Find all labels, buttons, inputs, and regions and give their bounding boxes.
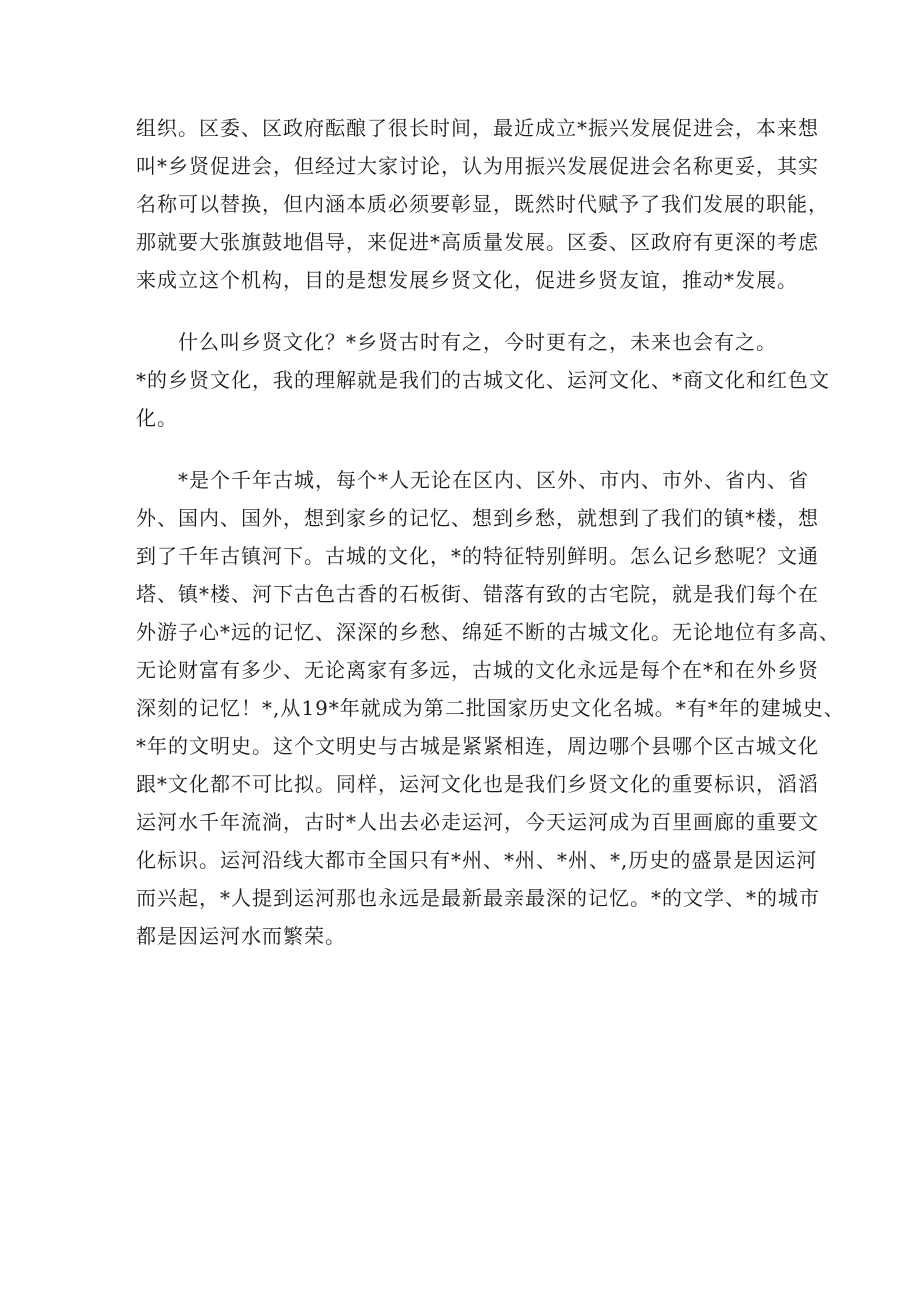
text-line: 无论财富有多少、无论离家有多远，古城的文化永远是每个在*和在外乡贤: [136, 658, 819, 682]
paragraph-spacer: [136, 437, 796, 461]
text-line: 来成立这个机构，目的是想发展乡贤文化，促进乡贤友谊，推动*发展。: [136, 268, 798, 292]
text-line: 什么叫乡贤文化？*乡贤古时有之，今时更有之，未来也会有之。: [136, 330, 777, 354]
text-line: 深刻的记忆！*,从19*年就成为第二批国家历史文化名城。*有*年的建城史、: [136, 696, 845, 720]
text-line: 名称可以替换，但内涵本质必须要彰显，既然时代赋予了我们发展的职能，: [136, 192, 829, 216]
text-line: *年的文明史。这个文明史与古城是紧紧相连，周边哪个县哪个区古城文化: [136, 734, 819, 758]
text-line: 塔、镇*楼、河下古色古香的石板街、错落有致的古宅院，就是我们每个在: [136, 582, 819, 606]
text-line: *的乡贤文化，我的理解就是我们的古城文化、运河文化、*商文化和红色文: [136, 368, 830, 392]
text-line: 叫*乡贤促进会，但经过大家讨论，认为用振兴发展促进会名称更妥，其实: [136, 154, 819, 178]
paragraph-2: [136, 323, 830, 437]
text-line: 化。: [136, 406, 178, 430]
text-line: 跟*文化都不可比拟。同样，运河文化也是我们乡贤文化的重要标识，滔滔: [136, 772, 819, 796]
text-line: 那就要大张旗鼓地倡导，来促进*高质量发展。区委、区政府有更深的考虑: [136, 230, 819, 254]
text-line: 而兴起，*人提到运河那也永远是最新最亲最深的记忆。*的文学、*的城市: [136, 886, 820, 910]
text-line: *是个千年古城，每个*人无论在区内、区外、市内、市外、省内、省: [136, 468, 809, 492]
text-line: 组织。区委、区政府酝酿了很长时间，最近成立*振兴发展促进会，本来想: [136, 116, 819, 140]
text-line: 外、国内、国外，想到家乡的记忆、想到乡愁，就想到了我们的镇*楼，想: [136, 506, 819, 530]
text-line: 外游子心*远的记忆、深深的乡愁、绵延不断的古城文化。无论地位有多高、: [136, 620, 840, 644]
document-body: [136, 109, 845, 955]
text-line: 都是因运河水而繁荣。: [136, 924, 346, 948]
text-line: 化标识。运河沿线大都市全国只有*州、*州、*州、*,历史的盛景是因运河: [136, 848, 818, 872]
paragraph-spacer: [136, 299, 796, 323]
paragraph-1: [136, 109, 829, 299]
paragraph-3: [136, 461, 845, 955]
text-line: 到了千年古镇河下。古城的文化，*的特征特别鲜明。怎么记乡愁呢？文通: [136, 544, 819, 568]
text-line: 运河水千年流淌，古时*人出去必走运河，今天运河成为百里画廊的重要文: [136, 810, 819, 834]
